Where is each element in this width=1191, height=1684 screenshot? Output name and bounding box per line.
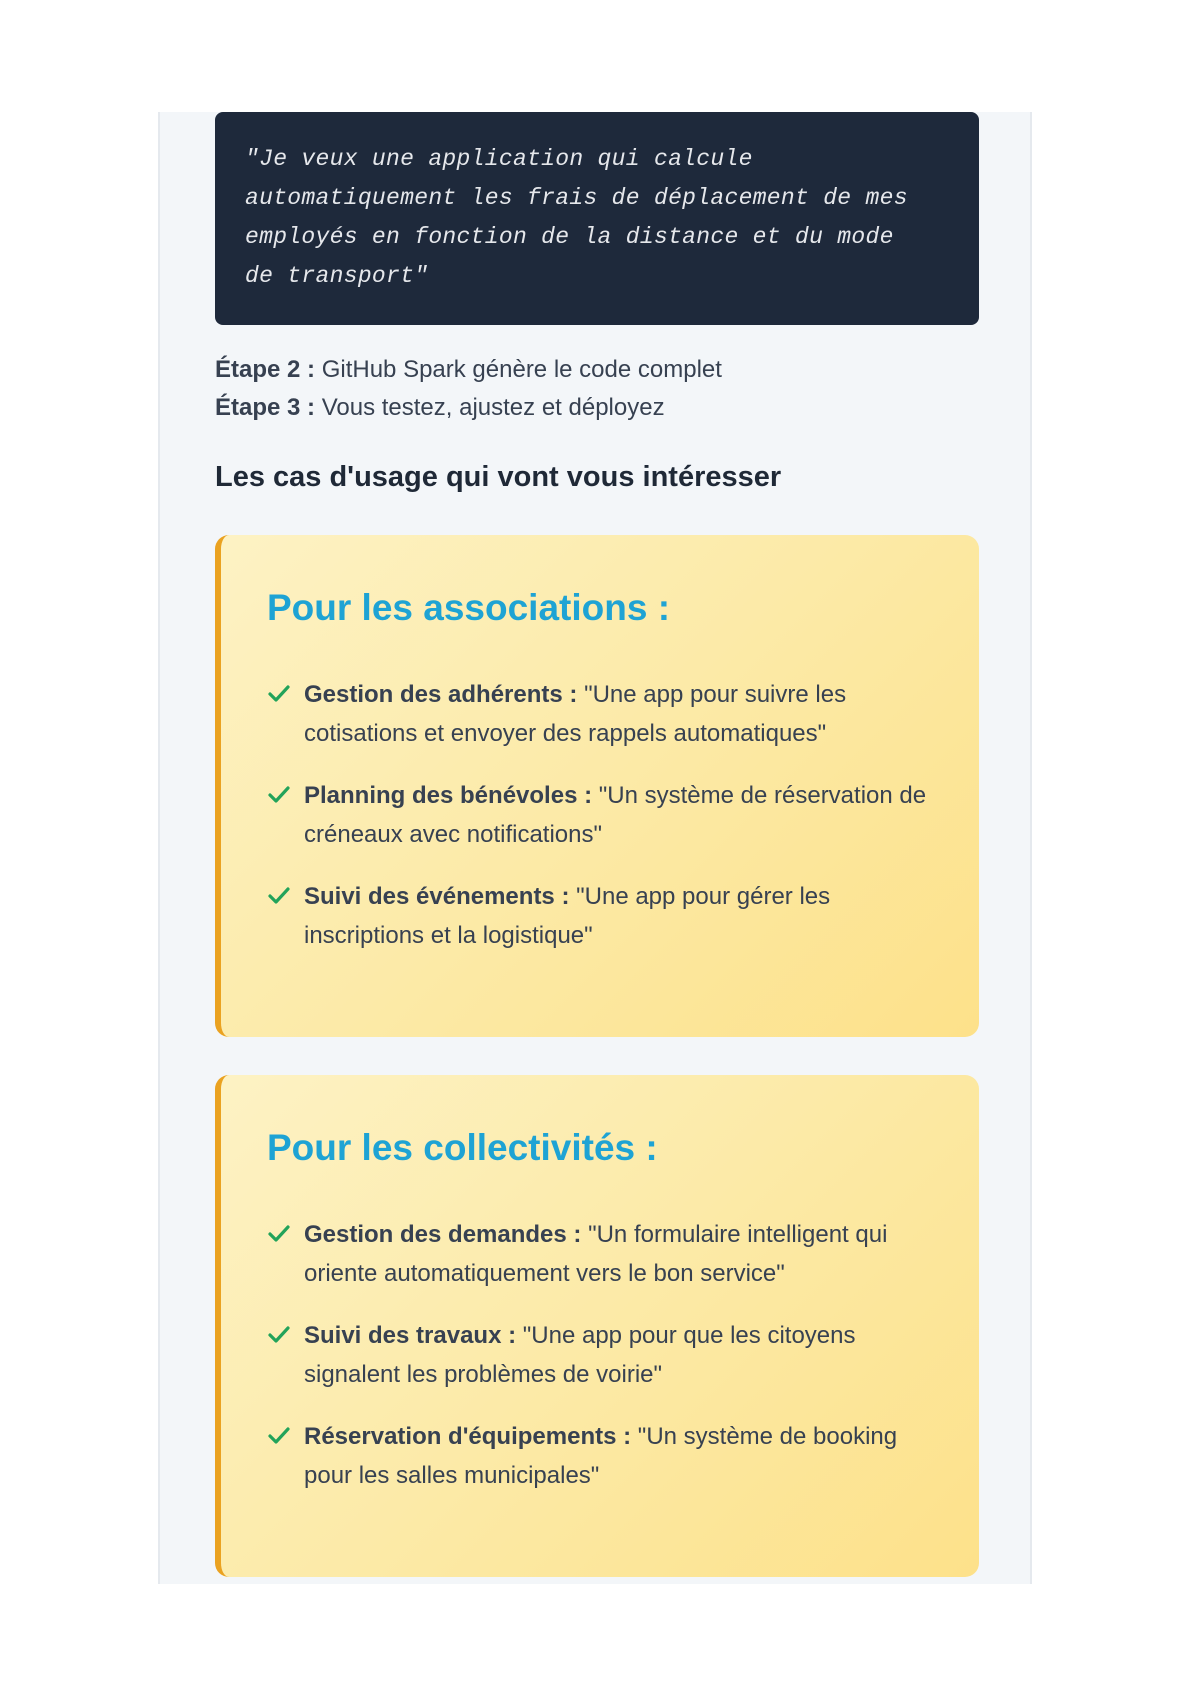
item-text: "Un système de booking pour les salles municipales" xyxy=(304,1423,898,1489)
page xyxy=(158,112,1032,1584)
check-icon xyxy=(267,1319,291,1349)
item-label: Réservation d'équipements : xyxy=(304,1423,632,1450)
code-line: "Je veux une application qui calcule xyxy=(245,146,753,172)
step-label: Étape 3 : xyxy=(215,394,316,421)
item-label: Planning des bénévoles : xyxy=(304,782,593,809)
item-text: "Un formulaire intelligent qui oriente automatiquement vers le bon service" xyxy=(304,1221,888,1287)
item-text: "Un système de réservation de créneaux avec notifications" xyxy=(304,782,927,848)
code-line: de transport" xyxy=(245,263,429,289)
card-title: Pour les associations : xyxy=(267,587,671,628)
list-item xyxy=(267,1417,939,1495)
code-line: automatiquement les frais de déplacement de mes xyxy=(245,185,908,211)
card-associations xyxy=(215,535,979,1037)
card-title: Pour les collectivités : xyxy=(267,1127,658,1168)
check-icon xyxy=(267,779,291,809)
list-item xyxy=(267,675,939,753)
item-text: "Une app pour suivre les cotisations et envoyer des rappels automatiques" xyxy=(304,681,847,747)
item-label: Suivi des travaux : xyxy=(304,1322,517,1349)
check-icon xyxy=(267,880,291,910)
list-item xyxy=(267,776,939,854)
list-item xyxy=(267,1316,939,1394)
section-title: Les cas d'usage qui vont vous intéresser xyxy=(215,461,782,493)
check-icon xyxy=(267,1420,291,1450)
code-block xyxy=(215,112,979,325)
check-icon xyxy=(267,678,291,708)
list-item xyxy=(267,1215,939,1293)
item-label: Gestion des adhérents : xyxy=(304,681,578,708)
step-label: Étape 2 : xyxy=(215,356,316,383)
item-text: "Une app pour gérer les inscriptions et la logistique" xyxy=(304,883,831,949)
item-text: "Une app pour que les citoyens signalent les problèmes de voirie" xyxy=(304,1322,856,1388)
steps-list xyxy=(215,351,979,427)
content xyxy=(215,112,979,1577)
check-icon xyxy=(267,1218,291,1248)
code-line: employés en fonction de la distance et du mode xyxy=(245,224,894,250)
step-2 xyxy=(215,351,979,389)
item-label: Gestion des demandes : xyxy=(304,1221,582,1248)
step-text: GitHub Spark génère le code complet xyxy=(315,356,722,383)
step-3 xyxy=(215,389,979,427)
list-item xyxy=(267,877,939,955)
item-label: Suivi des événements : xyxy=(304,883,570,910)
card-collectivites xyxy=(215,1075,979,1577)
step-text: Vous testez, ajustez et déployez xyxy=(315,394,665,421)
